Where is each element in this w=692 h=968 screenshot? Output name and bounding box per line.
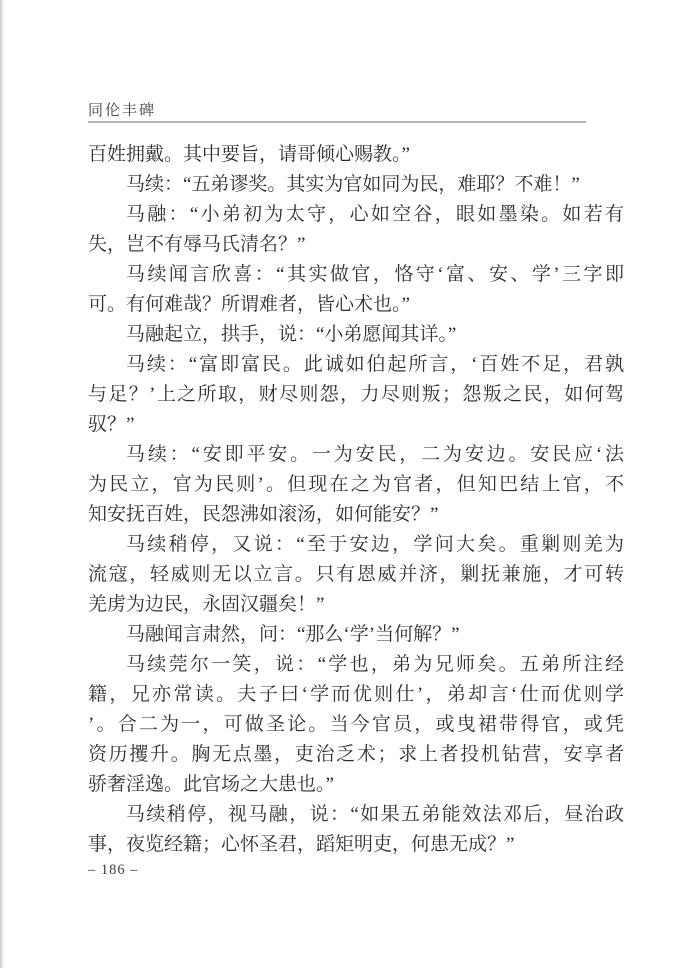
text-line: 为民立，官为民则’。但现在之为官者，但知巴结上官，不 — [88, 474, 624, 495]
text-line: 籍，兄亦常读。夫子曰‘学而优则仕’，弟却言‘仕而优则学 — [88, 684, 624, 705]
text-line: 资历攫升。胸无点墨，吏治乏术；求上者投机钻营，安享者 — [88, 744, 624, 765]
text-line: 百姓拥戴。其中要旨，请哥倾心赐教。” — [88, 144, 410, 165]
text-line: 事，夜览经籍；心怀圣君，蹈矩明吏，何患无成？” — [88, 834, 515, 855]
text-line: 马续闻言欣喜：“其实做官，恪守‘富、安、学’三字即 — [126, 264, 624, 285]
text-line: 马续稍停，视马融，说：“如果五弟能效法邓后，昼治政 — [126, 804, 624, 825]
text-line: 马融闻言肃然，问：“那么‘学’当何解？” — [126, 624, 460, 645]
text-line: 失，岂不有辱马氏清名？” — [88, 234, 306, 255]
text-line: 流寇，轻威则无以立言。只有恩威并济，剿抚兼施，才可转 — [88, 564, 624, 585]
text-line: 马续：“富即富民。此诚如伯起所言，‘百姓不足，君孰 — [126, 354, 624, 375]
text-line: 马融：“小弟初为太守，心如空谷，眼如墨染。如若有 — [126, 204, 624, 225]
text-line: 骄奢淫逸。此官场之大患也。” — [88, 774, 334, 795]
running-head: 同伦丰碑 — [88, 103, 157, 119]
text-line: 马续：“五弟谬奖。其实为官如同为民，难耶？不难！” — [126, 174, 580, 195]
text-line: 马续稍停，又说：“至于安边，学问大矣。重剿则羌为 — [126, 534, 624, 555]
text-line: 羌虏为边民，永固汉疆矣！” — [88, 594, 325, 615]
text-line: 马续莞尔一笑，说：“学也，弟为兄师矣。五弟所注经 — [126, 654, 624, 675]
header-rule — [88, 121, 586, 123]
text-line: 与足？’上之所取，财尽则怨，力尽则叛；怨叛之民，如何驾 — [88, 384, 624, 405]
text-line: 马续：“安即平安。一为安民，二为安边。安民应‘法 — [126, 444, 624, 465]
text-line: 驭？” — [88, 414, 135, 435]
text-line: 马融起立，拱手，说：“小弟愿闻其详。” — [126, 324, 457, 345]
page-number: – 186 – — [88, 862, 139, 878]
text-line: ’。合二为一，可做圣论。当今官员，或曳裙带得官，或凭 — [88, 714, 624, 735]
text-line: 可。有何难哉？所谓难者，皆心术也。” — [88, 294, 410, 315]
scan-edge — [0, 0, 5, 968]
text-line: 知安抚百姓，民怨沸如滚汤，如何能安？” — [88, 504, 439, 525]
body-text — [88, 140, 624, 860]
